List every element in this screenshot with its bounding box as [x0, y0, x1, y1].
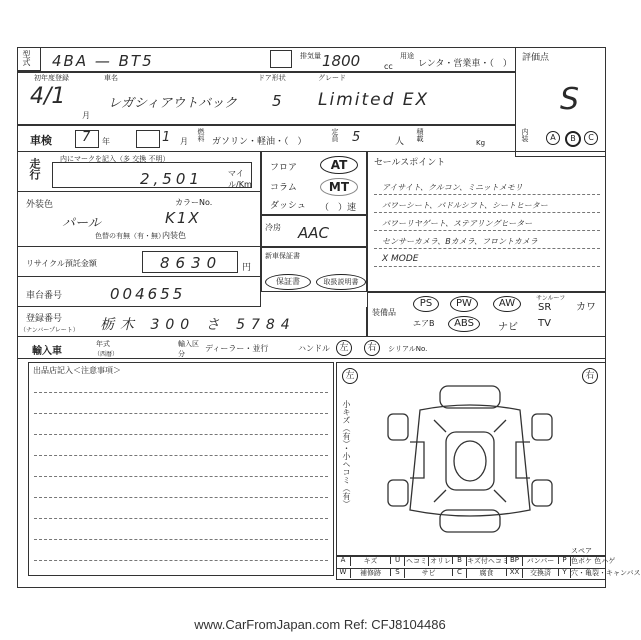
- legend-desc: 補修跡: [350, 568, 390, 578]
- equip-airbag: エアB: [413, 319, 435, 328]
- mileage-label: 走行: [28, 158, 41, 180]
- transmission-speed: （ ）速: [320, 203, 357, 213]
- diagram-right: 右: [582, 368, 598, 384]
- sales-point-line-5: X MODE: [382, 254, 419, 264]
- repaint-note: 色替の有無（有・無）: [95, 232, 165, 240]
- legend-code: S: [390, 568, 404, 576]
- notes-line-4: [34, 455, 328, 456]
- sales-dash-5: [374, 266, 600, 267]
- grade-label: グレード: [318, 74, 346, 82]
- interior-grade-c: C: [584, 131, 598, 145]
- notes-line-5: [34, 476, 328, 477]
- legend-code: B: [452, 556, 466, 564]
- fuel-label: 燃料: [197, 128, 205, 142]
- equip-abs: ABS: [448, 316, 480, 332]
- legend-code: P: [558, 556, 570, 564]
- header-blank-box: [270, 50, 292, 68]
- sales-point-line-3: パワーリヤゲート、ステアリングヒーター: [382, 219, 533, 228]
- legend-row-2: [336, 568, 641, 580]
- diagram-side-label: 小キズ（有）・小ヘコミ（有）: [342, 400, 351, 508]
- handle-label: ハンドル: [298, 344, 330, 353]
- color-no-value: K1X: [165, 209, 201, 227]
- serial-label: シリアルNo.: [388, 345, 428, 353]
- chassis-label: 車台番号: [26, 291, 63, 301]
- notes-line-8: [34, 539, 328, 540]
- diagram-left: 左: [342, 368, 358, 384]
- equip-sunroof-label: サンルーフ: [536, 295, 566, 302]
- legend-code: BP: [506, 556, 522, 564]
- displacement-unit: cc: [384, 62, 393, 71]
- sales-dash-1: [374, 194, 600, 195]
- usage-value: レンタ・営業車・（ ）: [418, 59, 512, 69]
- recycle-value: 8630: [160, 254, 223, 272]
- inspection-month: 1: [162, 130, 171, 145]
- legend-desc: キズ付ヘコミ: [467, 557, 509, 565]
- transmission-floor: フロア: [270, 163, 298, 173]
- legend-code: W: [339, 568, 347, 576]
- car-name-value: レガシィアウトバック: [108, 96, 237, 111]
- interior-grade-b: B: [565, 131, 581, 147]
- equipment-label: 装備品: [372, 308, 396, 317]
- legend-code: XX: [506, 568, 522, 576]
- legend-code: C: [452, 568, 466, 576]
- legend-desc: サビ: [404, 568, 452, 578]
- inspection-label: 車検: [30, 134, 52, 147]
- notes-block: [28, 362, 334, 576]
- displacement-value: 1800: [322, 52, 361, 70]
- usage-label: 用途: [400, 52, 414, 60]
- doors-label: ドア形状: [258, 74, 286, 82]
- transmission-dash: ダッシュ: [270, 201, 306, 211]
- sales-point-line-1: アイサイト、クルコン、ミニットメモリ: [382, 183, 523, 192]
- legend-code: A: [340, 556, 346, 564]
- capacity-unit: 人: [395, 137, 405, 147]
- score-value: S: [560, 82, 580, 117]
- inspection-year: 7: [82, 130, 91, 145]
- import-class-value: ディーラー・並行: [205, 344, 269, 353]
- import-class-label: 輸入区分: [178, 340, 199, 358]
- legend-desc: 穴・亀裂・キャンバス: [571, 569, 641, 577]
- equip-leather: カワ: [576, 302, 596, 313]
- footer-reference: www.CarFromJapan.com Ref: CFJ8104486: [194, 617, 446, 632]
- equip-sr: SR: [538, 302, 552, 313]
- sales-point-line-4: センサーカメラ、Bカメラ、フロントカメラ: [382, 237, 538, 246]
- legend-desc: 腐食: [466, 568, 506, 578]
- sales-points-label: セールスポイント: [374, 158, 446, 168]
- color-no-label: カラーNo.: [175, 198, 213, 207]
- registration-label: 登録番号: [26, 314, 63, 324]
- notes-line-2: [34, 413, 328, 414]
- recycle-unit: 円: [242, 263, 252, 273]
- warranty-label: 新車保証書: [265, 252, 300, 260]
- registration-value: 栃木 300 さ 5784: [100, 317, 296, 333]
- recycle-label: リサイクル預託金額: [26, 259, 97, 268]
- warranty-manual: 取扱説明書: [316, 274, 366, 290]
- car-outline-diagram: [380, 380, 560, 540]
- legend-desc: 色ボケ 色ハゲ: [571, 557, 616, 565]
- mileage-unit: マイル/Km: [228, 169, 252, 189]
- chassis-value: 004655: [110, 285, 186, 303]
- model-code-value: 4BA — BT5: [52, 52, 154, 70]
- notes-line-6: [34, 497, 328, 498]
- sales-dash-4: [374, 248, 600, 249]
- grade-value: Limited EX: [318, 90, 430, 110]
- legend-desc: バンパー: [522, 556, 558, 566]
- equip-ps: PS: [413, 296, 439, 312]
- inspection-year-unit: 年: [102, 137, 110, 146]
- score-label: 評価点: [522, 53, 550, 63]
- int-color-label: 内装色: [162, 231, 186, 240]
- legend-desc: キズ: [350, 556, 390, 566]
- equip-aw: AW: [493, 296, 521, 312]
- legend-desc: 交換済: [522, 568, 558, 578]
- handle-right: 右: [364, 340, 380, 356]
- ac-label: 冷房: [265, 223, 281, 232]
- import-label: 輸入車: [32, 346, 62, 357]
- equipment-block: [367, 292, 606, 337]
- ac-value: AAC: [298, 224, 329, 242]
- transmission-column: コラム: [270, 183, 297, 193]
- interior-grade-a: A: [546, 131, 560, 145]
- inspection-month-unit: 月: [180, 137, 188, 146]
- registration-sublabel: （ナンバープレート）: [20, 327, 79, 334]
- notes-line-3: [34, 434, 328, 435]
- model-code-label: 型式: [22, 50, 31, 66]
- transmission-mt: MT: [320, 178, 358, 196]
- ext-color-value: パール: [62, 216, 101, 231]
- legend-desc: ヘコミ: [406, 557, 427, 565]
- load-unit: Kg: [476, 139, 486, 147]
- first-reg-value: 4/1: [30, 84, 66, 109]
- handle-left: 左: [336, 340, 352, 356]
- interior-label: 内装: [521, 128, 529, 142]
- equip-tv: TV: [538, 318, 551, 329]
- mileage-note: 内にマークを記入（多 交換 不明）: [60, 155, 170, 163]
- legend-code: U: [390, 556, 404, 564]
- legend-desc: オリレ: [430, 557, 451, 565]
- import-year-label: 年式: [96, 340, 110, 348]
- notes-line-9: [34, 560, 328, 561]
- mileage-value: 2,501: [140, 170, 203, 188]
- equip-navi: ナビ: [498, 322, 518, 333]
- transmission-at: AT: [320, 156, 358, 174]
- car-name-label: 車名: [104, 74, 118, 82]
- diagram-spare: スペア: [571, 547, 592, 555]
- notes-line-1: [34, 392, 328, 393]
- warranty-card: 保証書: [265, 274, 311, 290]
- ext-color-label: 外装色: [26, 200, 54, 210]
- inspection-month-box: [136, 130, 160, 148]
- model-code-cell: [17, 47, 41, 71]
- sales-dash-2: [374, 212, 600, 213]
- capacity-label: 定員: [331, 128, 339, 142]
- load-label: 積載: [416, 128, 424, 142]
- capacity-value: 5: [352, 130, 361, 145]
- displacement-label: 排気量: [300, 52, 321, 60]
- first-reg-label: 初年度登録: [34, 74, 69, 82]
- notes-line-7: [34, 518, 328, 519]
- import-year-sub: （西暦）: [94, 351, 119, 358]
- equip-pw: PW: [450, 296, 478, 312]
- sales-point-line-2: パワーシート、パドルシフト、シートヒーター: [382, 201, 548, 210]
- legend-code: Y: [558, 568, 570, 576]
- doors-value: 5: [272, 92, 282, 110]
- notes-label: 出品店記入＜注意事項＞: [33, 366, 121, 375]
- sales-dash-3: [374, 230, 600, 231]
- first-reg-month: 月: [82, 111, 90, 120]
- fuel-value: ガソリン・軽油・（ ）: [212, 137, 307, 147]
